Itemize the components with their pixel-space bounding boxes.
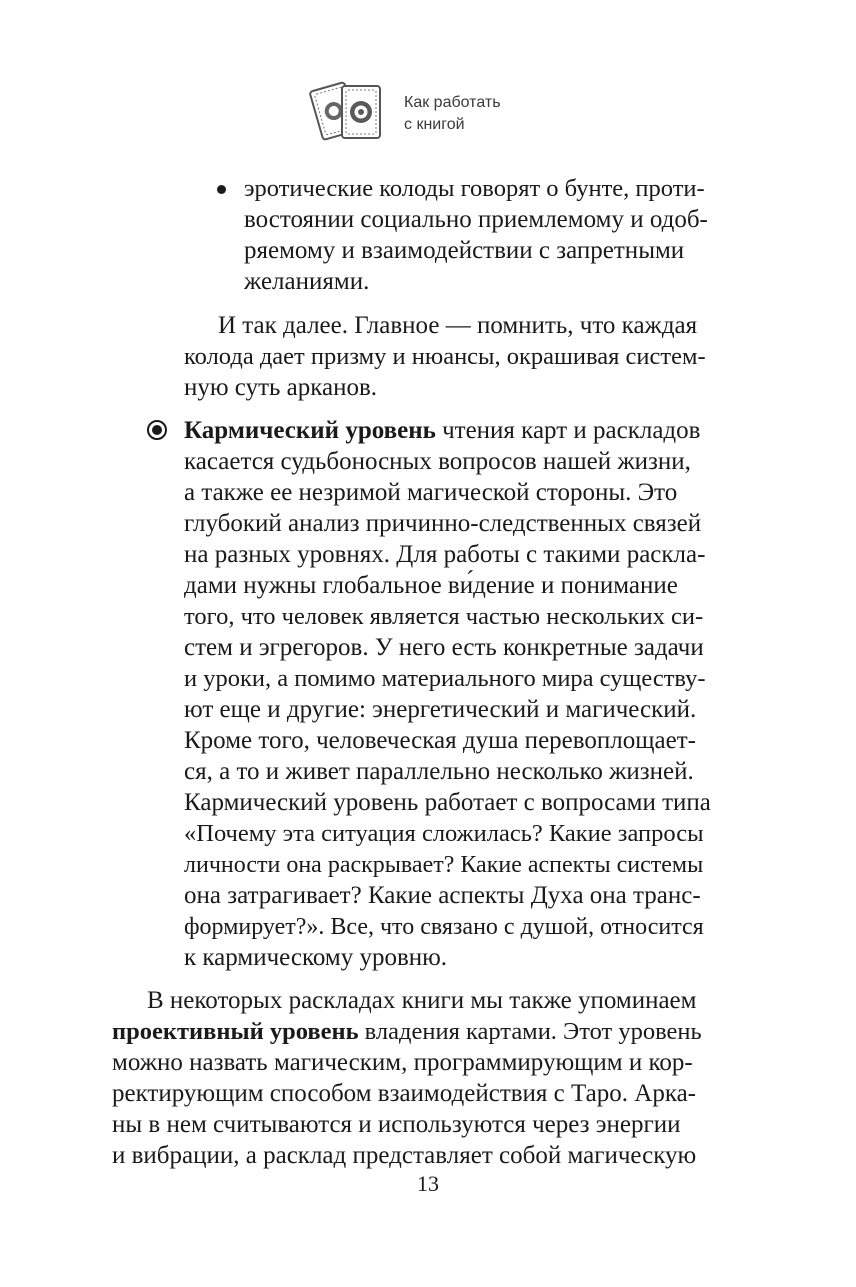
text-line: формирует?». Все, что связано с душой, относится	[184, 914, 704, 940]
text-line: а также ее незримой магической стороны. Это	[184, 479, 678, 506]
bold-term: проективный уровень	[112, 1018, 359, 1045]
text-line: ную суть арканов.	[184, 374, 378, 401]
text-fragment: владения картами. Этот уровень	[358, 1018, 702, 1045]
text-line: ны в нем считываются и используются через энергии	[112, 1111, 681, 1138]
text-line	[184, 416, 700, 446]
text-line: ряемому и взаимодействии с запретными	[244, 237, 685, 264]
section-title-line: с книгой	[404, 116, 465, 133]
text-line: и уроки, а помимо материального мира существу-	[184, 665, 706, 692]
text-line: колода дает призму и нюансы, окрашивая систем-	[184, 343, 706, 370]
section-title-line: Как работать	[404, 94, 501, 111]
text-line: на разных уровнях. Для работы с такими раскла-	[184, 541, 706, 568]
text-line: эротические колоды говорят о бунте, проти-	[244, 175, 705, 202]
text-line: личности она раскрывает? Какие аспекты системы	[184, 852, 704, 878]
text-line: к кармическому уровню.	[184, 944, 448, 971]
text-line: и вибрации, а расклад представляет собой магическую	[112, 1142, 697, 1169]
text-line: ся, а то и живет параллельно несколько жизней.	[184, 758, 694, 785]
text-line: касается судьбоносных вопросов нашей жизни,	[184, 448, 691, 475]
text-line: стем и эгрегоров. У него есть конкретные задачи	[184, 634, 704, 661]
text-line: можно назвать магическим, программирующим и кор-	[112, 1049, 693, 1076]
text-line: И так далее. Главное — помнить, что каждая	[218, 312, 698, 339]
text-line: Кармический уровень работает с вопросами типа	[184, 789, 711, 816]
section-title	[404, 92, 501, 136]
text-line: она затрагивает? Какие аспекты Духа она транс-	[184, 882, 701, 909]
bullet-dot	[217, 185, 226, 194]
text-line: Кроме того, человеческая душа перевоплощает-	[184, 727, 696, 754]
tarot-cards-icon	[308, 78, 390, 142]
text-line: глубокий анализ причинно-следственных связей	[184, 510, 702, 537]
text-fragment: чтения карт и раскладов	[435, 417, 701, 444]
running-header	[308, 72, 568, 146]
text-line: ректирующим способом взаимодействия с Таро. Арка-	[112, 1080, 697, 1107]
circle-bullet-icon	[146, 419, 168, 441]
text-line: востоянии социально приемлемому и одоб-	[244, 206, 708, 233]
text-line	[112, 1017, 702, 1047]
text-line: В некоторых раскладах книги мы также упоминаем	[147, 987, 697, 1014]
text-line: того, что человек является частью нескольких си-	[184, 603, 704, 630]
page-number: 13	[417, 1171, 439, 1196]
text-line: дами нужны глобальное ви́дение и понимание	[184, 572, 678, 599]
bold-term: Кармический уровень	[184, 417, 436, 444]
text-line: желаниями.	[244, 268, 370, 295]
text-line: «Почему эта ситуация сложилась? Какие запросы	[184, 820, 704, 847]
text-line: ют еще и другие: энергетический и магический.	[184, 696, 697, 723]
